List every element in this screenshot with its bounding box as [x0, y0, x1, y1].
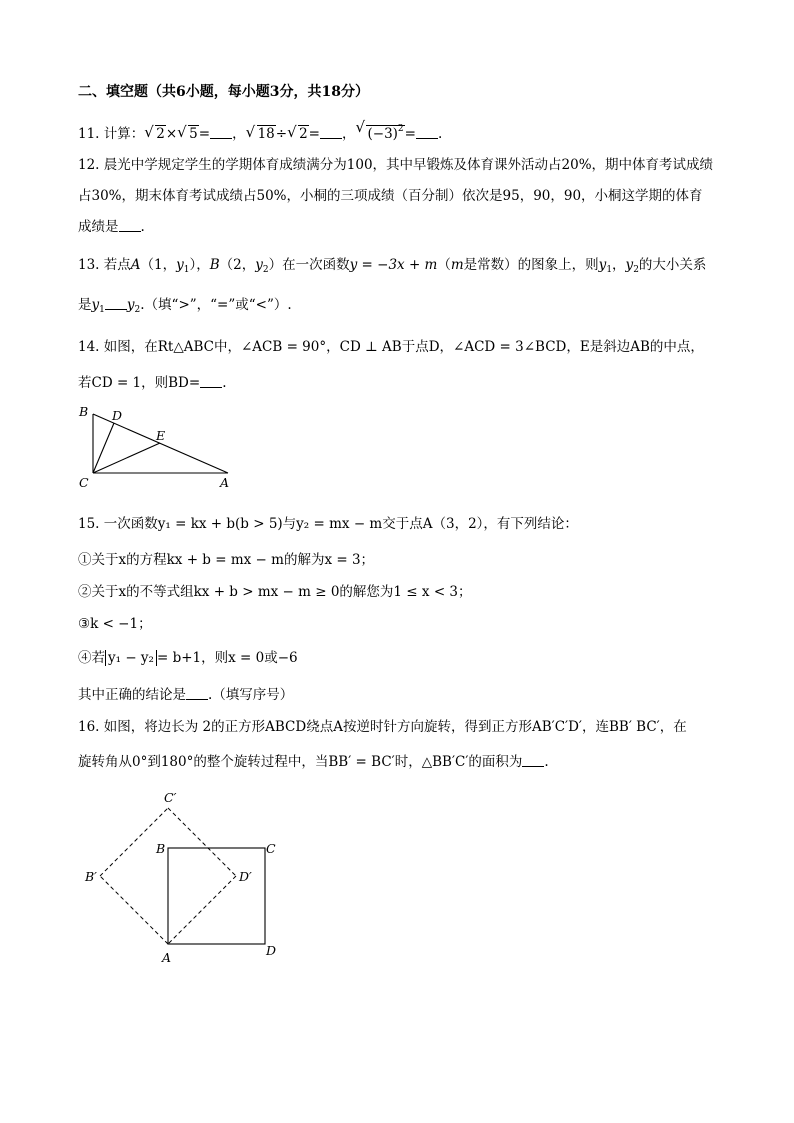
- question-15-line-1: 15. 一次函数y₁ = kx + b(b > 5)与y₂ = mx − m交于点A（3，2），有下列结论：: [78, 516, 578, 532]
- question-12-line-2: 占30%，期末体育考试成绩占50%，小桐的三项成绩（百分制）依次是95，90，90，小桐这学期的体育: [78, 188, 703, 204]
- answer-blank: [105, 297, 127, 310]
- question-14-line-1: 14. 如图，在Rt△ABC中，∠ACB = 90°，CD ⊥ AB于点D，∠ACD = 3∠BCD，E是斜边AB的中点，: [78, 339, 704, 355]
- label-B-prime: B′: [85, 869, 98, 884]
- label-C: C: [79, 475, 89, 490]
- answer-blank: [210, 126, 232, 139]
- question-13-line-1: 13. 若点A（1，$y_1$），B（2，$y_2$）在一次函数y = −3x + m（m是常数）的图象上，则$y_1$，$y_2$的大小关系: [78, 257, 707, 275]
- question-12-line-1: 12. 晨光中学规定学生的学期体育成绩满分为100，其中早锻炼及体育课外活动占20%，期中体育考试成绩: [78, 157, 714, 173]
- question-16-line-2: 旋转角从0°到180°的整个旋转过程中，当BB′ = BC′时，△BB′C′的面积为 .: [78, 754, 549, 770]
- question-15-option-3: ③k < −1；: [78, 616, 152, 632]
- square-rotation-figure: [80, 788, 290, 968]
- answer-blank: [320, 126, 342, 139]
- label-D-prime: D′: [239, 869, 252, 884]
- question-15-option-1: ①关于x的方程kx + b = mx − m的解为x = 3；: [78, 552, 375, 568]
- label-B: B: [156, 841, 166, 856]
- answer-blank: [186, 687, 208, 700]
- label-E: E: [156, 428, 166, 443]
- question-16-line-1: 16. 如图，将边长为 2的正方形ABCD绕点A按逆时针方向旋转，得到正方形AB′C′D′，连BB′ BC′，在: [78, 719, 687, 735]
- label-D: D: [112, 408, 123, 423]
- question-15-option-4: ④若 y₁ − y₂ = b+1，则x = 0或−6: [78, 650, 298, 666]
- label-B: B: [79, 404, 89, 419]
- answer-blank: [200, 375, 222, 388]
- label-A: A: [162, 950, 172, 965]
- section-title: 二、填空题（共6小题，每小题3分，共18分）: [78, 84, 369, 100]
- label-C-prime: C′: [164, 790, 177, 805]
- question-15-answer-line: 其中正确的结论是 .（填写序号）: [78, 687, 294, 703]
- question-11: 11. 计算：√ 2×√ 5= ，√ 18÷√ 2= ，√ $(-3)^2=$ .: [78, 119, 442, 144]
- label-A: A: [220, 475, 230, 490]
- question-15-option-2: ②关于x的不等式组kx + b > mx − m ≥ 0的解您为1 ≤ x < 3；: [78, 584, 472, 600]
- label-D: D: [266, 943, 277, 958]
- label-C: C: [266, 841, 276, 856]
- answer-blank: [522, 754, 544, 767]
- answer-blank: [416, 126, 438, 139]
- triangle-figure: [74, 403, 244, 493]
- question-12-line-3: 成绩是 .: [78, 219, 145, 235]
- question-14-line-2: 若CD = 1，则BD= .: [78, 375, 227, 391]
- answer-blank: [119, 219, 141, 232]
- question-13-line-2: 是$y_1$ $y_2$.（填“>”，“=”或“<”）.: [78, 297, 292, 315]
